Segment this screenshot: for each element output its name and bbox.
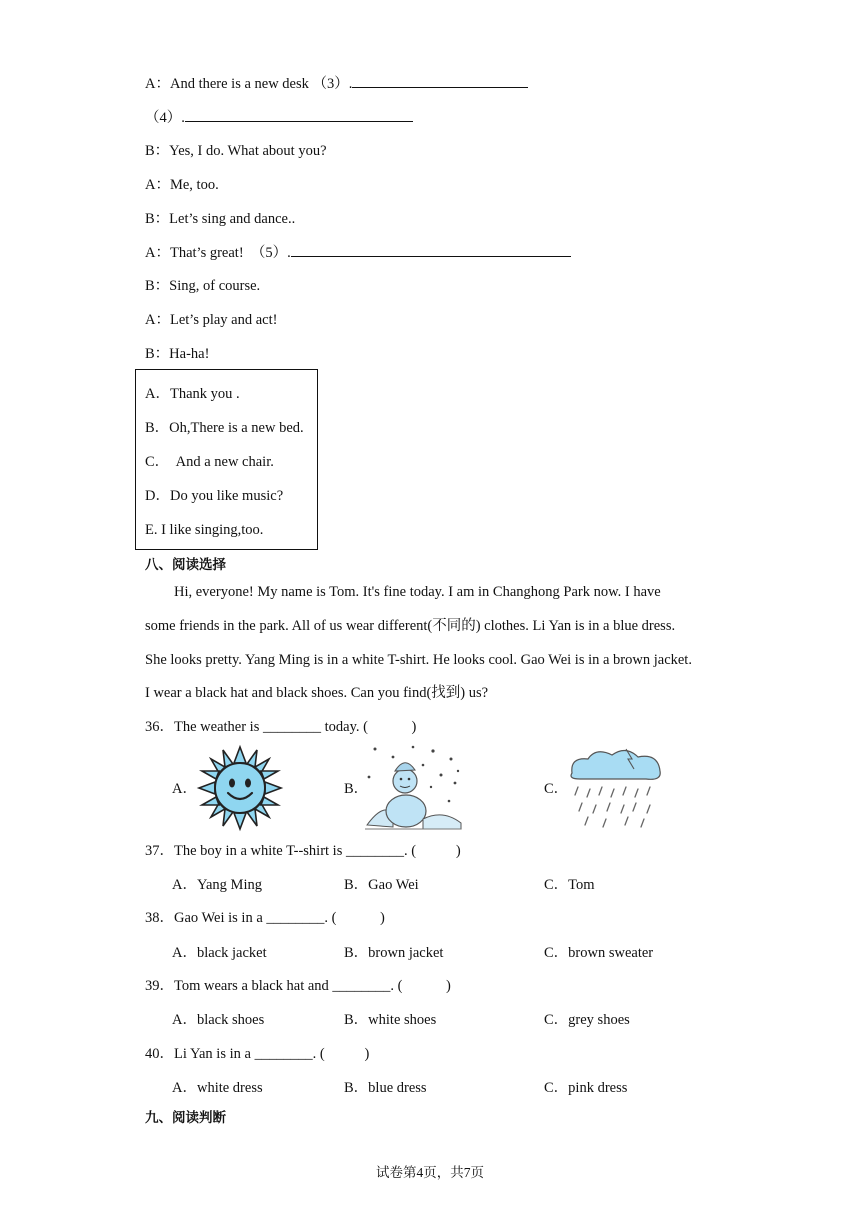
option-c: C． And a new chair. [145,454,274,470]
q39-choice-a[interactable]: A．black shoes [172,1012,265,1028]
question-36-stem: 36．The weather is ________ today. ( ) [145,719,417,735]
q40-choice-b[interactable]: B．blue dress [344,1080,427,1096]
q36-choice-a[interactable]: A． [172,781,197,797]
option-b: B．Oh,There is a new bed. [145,420,304,436]
dialogue-line-6: A：That’s great! （5）. [145,242,571,263]
q38-choice-c[interactable]: C．brown sweater [544,945,654,961]
sun-icon [195,743,285,833]
q37-choice-b[interactable]: B．Gao Wei [344,877,419,893]
dialogue-line-8: A：Let’s play and act! [145,312,278,328]
q39-choice-c[interactable]: C．grey shoes [544,1012,630,1028]
question-40-stem: 40．Li Yan is in a ________. ( ) [145,1046,370,1062]
q36-choice-c[interactable]: C． [544,781,569,797]
question-39-stem: 39．Tom wears a black hat and ________. ( ) [145,978,451,994]
passage-line-2: some friends in the park. All of us wear different(不同的) clothes. Li Yan is in a blue dress. [145,618,676,634]
q40-choice-a[interactable]: A．white dress [172,1080,263,1096]
q39-choice-b[interactable]: B．white shoes [344,1012,437,1028]
q38-choice-b[interactable]: B．brown jacket [344,945,444,961]
section-8-heading: 八、阅读选择 [145,557,226,573]
options-box [135,369,318,550]
question-38-stem: 38．Gao Wei is in a ________. ( ) [145,910,385,926]
q40-choice-c[interactable]: C．pink dress [544,1080,628,1096]
dialogue-line-9: B：Ha-ha! [145,346,210,362]
option-e: E. I like singing,too. [145,522,264,538]
dialogue-line-7: B：Sing, of course. [145,278,261,294]
answer-blank-4[interactable] [185,107,413,122]
question-37-stem: 37．The boy in a white T--shirt is ________. ( ) [145,843,461,859]
option-a: A．Thank you . [145,386,240,402]
q36-choice-b[interactable]: B． [344,781,369,797]
page-footer: 试卷第4页，共7页 [376,1165,484,1180]
dialogue-line-1: A：And there is a new desk （3）. [145,73,528,94]
section-9-heading: 九、阅读判断 [145,1110,226,1126]
rain-cloud-icon [566,745,666,829]
q37-choice-a[interactable]: A．Yang Ming [172,877,262,893]
dialogue-line-5: B：Let’s sing and dance.. [145,211,296,227]
answer-blank-5[interactable] [291,242,571,257]
q37-choice-c[interactable]: C．Tom [544,877,595,893]
dialogue-line-3: B：Yes, I do. What about you? [145,143,327,159]
dialogue-line-4: A：Me, too. [145,177,219,193]
answer-blank-3[interactable] [352,73,528,88]
snowman-icon [363,743,463,831]
passage-line-3: She looks pretty. Yang Ming is in a white T-shirt. He looks cool. Gao Wei is in a brown jacket. [145,652,692,668]
passage-line-4: I wear a black hat and black shoes. Can you find(找到) us? [145,685,489,701]
option-d: D．Do you like music? [145,488,284,504]
dialogue-line-2: （4）. [145,107,413,128]
q38-choice-a[interactable]: A．black jacket [172,945,267,961]
passage-line-1: Hi, everyone! My name is Tom. It's fine today. I am in Changhong Park now. I have [174,584,661,600]
